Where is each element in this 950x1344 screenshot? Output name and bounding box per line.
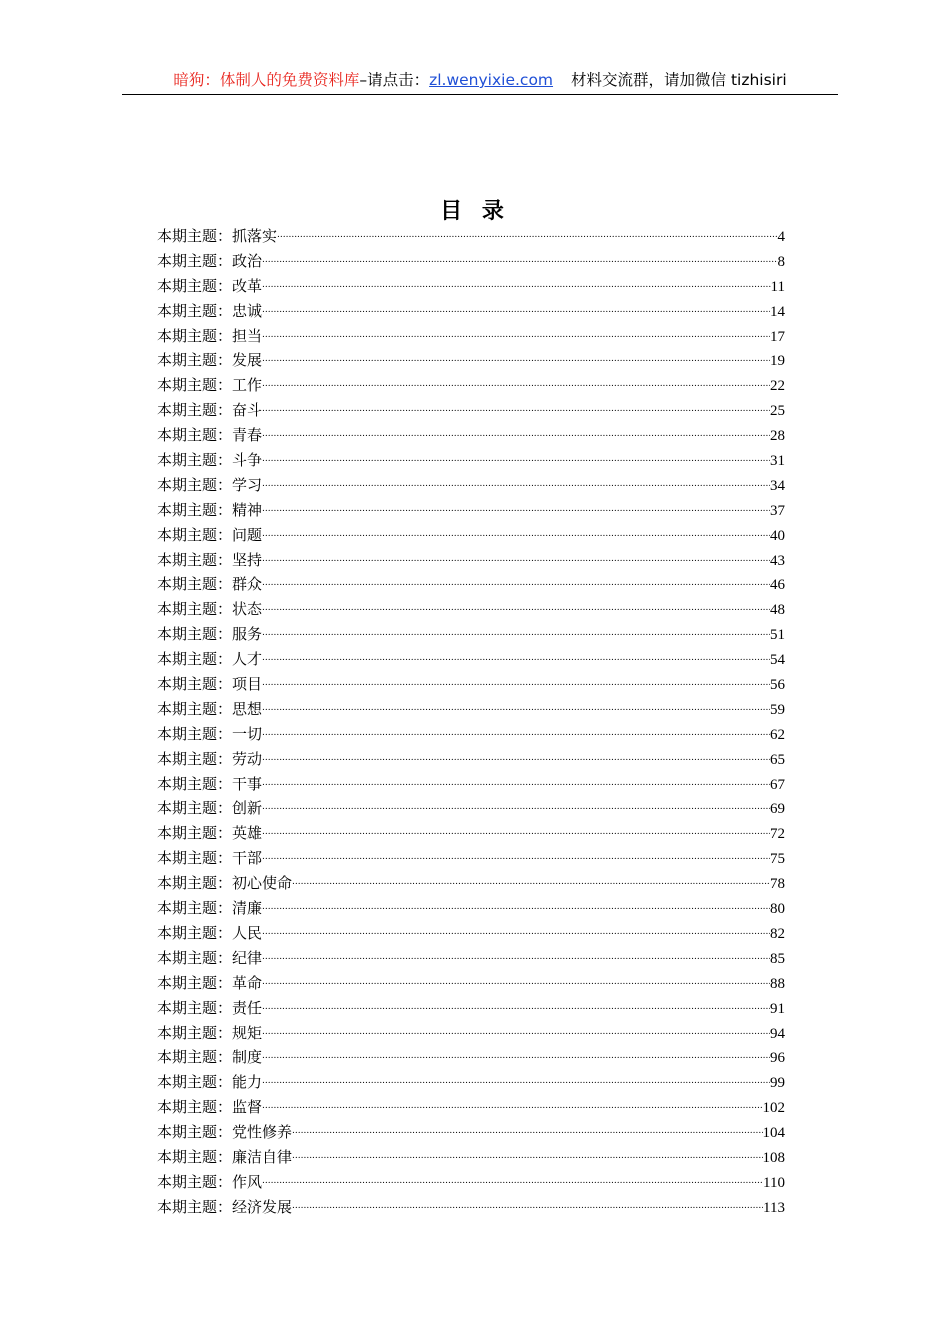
toc-entry-prefix: 本期主题： <box>157 251 233 270</box>
toc-leader-dots <box>262 792 770 820</box>
toc-entry-page-number: 80 <box>770 901 785 918</box>
toc-entry-page-number: 108 <box>762 1149 785 1166</box>
toc-entry-topic: 问题 <box>232 525 263 544</box>
toc-entry-page-number: 8 <box>777 253 785 270</box>
toc-leader-dots <box>262 444 770 472</box>
toc-entry-page-number: 65 <box>770 751 785 768</box>
toc-leader-dots <box>292 1116 762 1144</box>
toc-entry-prefix: 本期主题： <box>157 1048 233 1067</box>
toc-entry-page-number: 31 <box>770 453 785 470</box>
toc-entry-page-number: 102 <box>762 1100 785 1117</box>
toc-entry-page-number: 69 <box>770 801 785 818</box>
toc-entry-prefix: 本期主题： <box>157 899 233 918</box>
toc-entry-prefix: 本期主题： <box>157 948 233 967</box>
toc-entry-prefix: 本期主题： <box>157 475 233 494</box>
toc-entry-prefix: 本期主题： <box>157 600 233 619</box>
toc-entry-page-number: 67 <box>770 776 785 793</box>
toc-entry-page-number: 110 <box>763 1174 785 1191</box>
toc-leader-dots <box>262 394 770 422</box>
toc-entry-topic: 一切 <box>232 724 263 743</box>
toc-leader-dots <box>262 544 770 572</box>
toc-entry-topic: 能力 <box>232 1073 263 1092</box>
toc-leader-dots <box>262 1166 763 1194</box>
toc-entry-page-number: 25 <box>770 403 785 420</box>
toc-entry-prefix: 本期主题： <box>157 227 233 245</box>
toc-leader-dots <box>292 1141 762 1169</box>
toc-entry-page-number: 78 <box>770 876 785 893</box>
toc-entry[interactable] <box>157 1195 785 1220</box>
toc-entry-prefix: 本期主题： <box>157 650 233 669</box>
toc-entry-topic: 坚持 <box>232 550 263 569</box>
toc-entry-topic: 初心使命 <box>232 874 293 893</box>
toc-entry-page-number: 28 <box>770 428 785 445</box>
toc-entry-page-number: 82 <box>770 925 785 942</box>
toc-entry-page-number: 113 <box>763 1199 785 1216</box>
toc-leader-dots <box>262 942 770 970</box>
toc-entry-prefix: 本期主题： <box>157 500 233 519</box>
toc-leader-dots <box>262 1017 770 1045</box>
toc-entry-topic: 奋斗 <box>232 401 263 420</box>
page-header <box>122 66 838 95</box>
toc-entry-page-number: 62 <box>770 726 785 743</box>
toc-entry-topic: 干部 <box>232 849 263 868</box>
toc-leader-dots <box>262 917 770 945</box>
toc-entry-topic: 政治 <box>232 251 263 270</box>
toc-leader-dots <box>262 892 770 920</box>
toc-entry-topic: 清廉 <box>232 899 263 918</box>
toc-entry-prefix: 本期主题： <box>157 923 233 942</box>
toc-entry-prefix: 本期主题： <box>157 376 233 395</box>
toc-leader-dots <box>262 519 770 547</box>
toc-entry-topic: 项目 <box>232 675 263 694</box>
toc-entry-prefix: 本期主题： <box>157 1123 233 1142</box>
header-link[interactable]: zl.wenyixie.com <box>429 71 554 89</box>
toc-entry-topic: 改革 <box>232 276 263 295</box>
toc-entry-topic: 监督 <box>232 1098 263 1117</box>
toc-leader-dots <box>262 494 770 522</box>
toc-entry-topic: 青春 <box>232 426 263 445</box>
toc-title: 目 录 <box>440 198 510 224</box>
toc-entry-topic: 思想 <box>232 699 263 718</box>
toc-entry-prefix: 本期主题： <box>157 575 233 594</box>
toc-entry-prefix: 本期主题： <box>157 326 233 345</box>
toc-entry-page-number: 48 <box>770 602 785 619</box>
toc-leader-dots <box>262 245 777 273</box>
toc-entry-prefix: 本期主题： <box>157 724 233 743</box>
toc-entry-prefix: 本期主题： <box>157 824 233 843</box>
toc-entry-page-number: 14 <box>770 303 785 320</box>
toc-entry-prefix: 本期主题： <box>157 1073 233 1092</box>
toc-leader-dots <box>262 842 770 870</box>
toc-entry-page-number: 88 <box>770 975 785 992</box>
toc-entry-prefix: 本期主题： <box>157 874 233 893</box>
toc-leader-dots <box>262 668 770 696</box>
toc-entry-page-number: 46 <box>770 577 785 594</box>
toc-entry-prefix: 本期主题： <box>157 1197 233 1216</box>
toc-entry-topic: 规矩 <box>232 1023 263 1042</box>
header-click-prompt: –请点击： <box>359 71 430 89</box>
toc-leader-dots <box>277 220 777 248</box>
toc-leader-dots <box>262 1066 770 1094</box>
toc-entry-page-number: 99 <box>770 1075 785 1092</box>
toc-leader-dots <box>262 992 770 1020</box>
toc-entry-topic: 人民 <box>232 923 263 942</box>
toc-entry-prefix: 本期主题： <box>157 351 233 370</box>
toc-leader-dots <box>262 743 770 771</box>
toc-entry-topic: 责任 <box>232 998 263 1017</box>
toc-entry-prefix: 本期主题： <box>157 849 233 868</box>
toc-entry-topic: 忠诚 <box>232 301 263 320</box>
toc-entry-page-number: 4 <box>777 229 785 245</box>
toc-entry-topic: 经济发展 <box>232 1197 293 1216</box>
toc-leader-dots <box>292 867 770 895</box>
toc-entry-prefix: 本期主题： <box>157 699 233 718</box>
toc-entry-topic: 作风 <box>232 1172 263 1191</box>
toc-entry-prefix: 本期主题： <box>157 525 233 544</box>
toc-entry-topic: 担当 <box>232 326 263 345</box>
toc-leader-dots <box>262 643 770 671</box>
toc-entry-prefix: 本期主题： <box>157 1023 233 1042</box>
toc-entry-prefix: 本期主题： <box>157 799 233 818</box>
toc-entry-page-number: 85 <box>770 950 785 967</box>
toc-entry-topic: 群众 <box>232 575 263 594</box>
toc-leader-dots <box>262 568 770 596</box>
toc-entry-prefix: 本期主题： <box>157 426 233 445</box>
toc-entry-prefix: 本期主题： <box>157 1147 233 1166</box>
toc-leader-dots <box>262 419 770 447</box>
toc-entry-topic: 抓落实 <box>232 227 278 245</box>
toc-leader-dots <box>262 320 770 348</box>
toc-entry-page-number: 91 <box>770 1000 785 1017</box>
toc-entry-topic: 廉洁自律 <box>232 1147 293 1166</box>
toc-entry-topic: 纪律 <box>232 948 263 967</box>
toc-entry-prefix: 本期主题： <box>157 276 233 295</box>
toc-entry-page-number: 43 <box>770 552 785 569</box>
toc-leader-dots <box>262 1041 770 1069</box>
table-of-contents <box>157 224 785 1220</box>
toc-entry-page-number: 40 <box>770 527 785 544</box>
toc-entry-topic: 人才 <box>232 650 263 669</box>
toc-entry-topic: 党性修养 <box>232 1123 293 1142</box>
toc-entry-topic: 革命 <box>232 973 263 992</box>
toc-entry-prefix: 本期主题： <box>157 675 233 694</box>
toc-entry-page-number: 59 <box>770 701 785 718</box>
toc-leader-dots <box>262 369 770 397</box>
toc-entry-page-number: 96 <box>770 1050 785 1067</box>
toc-entry-prefix: 本期主题： <box>157 451 233 470</box>
toc-leader-dots <box>262 817 770 845</box>
toc-entry-topic: 英雄 <box>232 824 263 843</box>
toc-entry-topic: 创新 <box>232 799 263 818</box>
toc-entry-topic: 干事 <box>232 774 263 793</box>
toc-entry-page-number: 19 <box>770 353 785 370</box>
toc-leader-dots <box>262 295 770 323</box>
toc-entry-page-number: 51 <box>770 627 785 644</box>
toc-entry-prefix: 本期主题： <box>157 749 233 768</box>
toc-entry-page-number: 54 <box>770 652 785 669</box>
toc-entry-page-number: 22 <box>770 378 785 395</box>
toc-entry-prefix: 本期主题： <box>157 1098 233 1117</box>
toc-entry-prefix: 本期主题： <box>157 973 233 992</box>
toc-entry-page-number: 11 <box>770 278 785 295</box>
toc-entry-topic: 发展 <box>232 351 263 370</box>
toc-entry-page-number: 34 <box>770 477 785 494</box>
toc-entry-prefix: 本期主题： <box>157 301 233 320</box>
toc-entry-prefix: 本期主题： <box>157 401 233 420</box>
toc-leader-dots <box>262 693 770 721</box>
toc-entry-topic: 状态 <box>232 600 263 619</box>
toc-entry-prefix: 本期主题： <box>157 625 233 644</box>
toc-entry-page-number: 56 <box>770 677 785 694</box>
toc-leader-dots <box>292 1191 763 1219</box>
toc-entry-page-number: 75 <box>770 851 785 868</box>
toc-entry-topic: 工作 <box>232 376 263 395</box>
toc-leader-dots <box>262 618 770 646</box>
header-contact-text: 材料交流群，请加微信 tizhisiri <box>571 71 787 89</box>
toc-entry-page-number: 37 <box>770 502 785 519</box>
toc-entry-prefix: 本期主题： <box>157 998 233 1017</box>
toc-leader-dots <box>262 768 770 796</box>
toc-leader-dots <box>262 593 770 621</box>
toc-entry-topic: 斗争 <box>232 451 263 470</box>
toc-leader-dots <box>262 344 770 372</box>
toc-entry-topic: 学习 <box>232 475 263 494</box>
toc-leader-dots <box>262 469 770 497</box>
toc-leader-dots <box>262 1091 762 1119</box>
toc-leader-dots <box>262 718 770 746</box>
toc-entry-prefix: 本期主题： <box>157 774 233 793</box>
toc-leader-dots <box>262 270 771 298</box>
toc-leader-dots <box>262 967 770 995</box>
toc-entry-prefix: 本期主题： <box>157 1172 233 1191</box>
toc-entry-page-number: 72 <box>770 826 785 843</box>
toc-entry-topic: 精神 <box>232 500 263 519</box>
header-site-name: 暗狗：体制人的免费资料库 <box>173 71 360 89</box>
toc-entry-topic: 制度 <box>232 1048 263 1067</box>
toc-entry-page-number: 94 <box>770 1025 785 1042</box>
toc-entry-topic: 劳动 <box>232 749 263 768</box>
toc-entry-prefix: 本期主题： <box>157 550 233 569</box>
toc-entry-page-number: 104 <box>762 1125 785 1142</box>
toc-entry-page-number: 17 <box>770 328 785 345</box>
toc-entry-topic: 服务 <box>232 625 263 644</box>
